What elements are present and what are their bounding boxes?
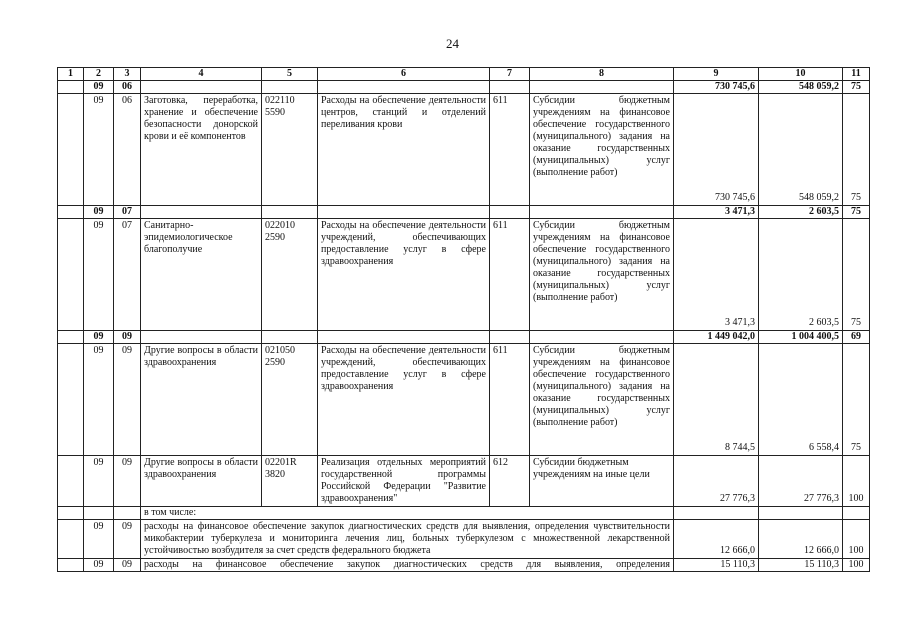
col-header: 4 [141,68,262,81]
detail-description: расходы на финансовое обеспечение закупок диагностических средств для выявления, определения [141,559,674,572]
table-cell [58,344,84,456]
table-cell [58,507,84,520]
amount-actual: 2 603,5 [759,219,843,331]
table-cell [490,206,530,219]
section-code: 09 [84,331,114,344]
section-code: 09 [84,559,114,572]
amount-plan: 730 745,6 [674,81,759,94]
subsection-code: 06 [114,94,141,206]
table-cell [262,331,318,344]
expense-type-name: Субсидии бюджетным учреждениям на финансовое обеспечение государственного (муниципального) задания на оказание государственных (муниципальных) услуг (выполнение работ) [530,219,674,331]
amount-actual: 548 059,2 [759,94,843,206]
detail-row [58,559,870,572]
section-code: 09 [84,456,114,507]
page-number: 24 [446,36,459,51]
subsection-code: 07 [114,219,141,331]
detail-row [58,520,870,559]
expense-description: Расходы на обеспечение деятельности учреждений, обеспечивающих предоставление услуг в сфере здравоохранения [318,219,490,331]
section-code: 09 [84,94,114,206]
table-cell [58,456,84,507]
amount-plan: 12 666,0 [674,520,759,559]
expense-description: Расходы на обеспечение деятельности учреждений, обеспечивающих предоставление услуг в сфере здравоохранения [318,344,490,456]
subtotal-row [58,331,870,344]
table-cell [318,331,490,344]
table-cell [58,219,84,331]
table-cell [262,81,318,94]
expense-type-name: Субсидии бюджетным учреждениям на финансовое обеспечение государственного (муниципального) задания на оказание государственных (муниципальных) услуг (выполнение работ) [530,94,674,206]
subsection-code: 09 [114,344,141,456]
amount-actual: 6 558,4 [759,344,843,456]
percent: 100 [843,456,870,507]
col-header: 7 [490,68,530,81]
col-header: 5 [262,68,318,81]
subsection-code: 09 [114,331,141,344]
amount-plan: 3 471,3 [674,219,759,331]
subsection-code: 09 [114,520,141,559]
expense-type-name: Субсидии бюджетным учреждениям на иные цели [530,456,674,507]
expense-type-code: 611 [490,219,530,331]
table-cell [490,81,530,94]
col-header: 2 [84,68,114,81]
table-cell [141,331,262,344]
subsection-code: 07 [114,206,141,219]
table-cell [318,206,490,219]
amount-actual: 12 666,0 [759,520,843,559]
col-header: 1 [58,68,84,81]
table-cell [58,94,84,206]
table-cell [58,81,84,94]
budget-table [57,67,870,572]
table-cell [58,520,84,559]
table-cell [318,81,490,94]
section-code: 09 [84,520,114,559]
expense-type-code: 612 [490,456,530,507]
detail-description: расходы на финансовое обеспечение закупок диагностических средств для выявления, определения чувствительности микобактерии туберкулеза и мониторинга лечения лиц, больных туберкулезом с множественной лекарственной устойчивостью возбудителя за счет средств федерального бюджета [141,520,674,559]
percent: 69 [843,331,870,344]
subsection-code: 09 [114,456,141,507]
percent: 75 [843,206,870,219]
section-code: 09 [84,219,114,331]
table-cell [530,206,674,219]
table-row [58,456,870,507]
section-code: 09 [84,344,114,456]
amount-actual: 27 776,3 [759,456,843,507]
expense-description: Реализация отдельных мероприятий государственной программы Российской Федерации "Развитие здравоохранения" [318,456,490,507]
table-cell [114,507,141,520]
section-code: 09 [84,206,114,219]
amount-plan: 1 449 042,0 [674,331,759,344]
table-cell [530,331,674,344]
percent: 100 [843,520,870,559]
table-cell [58,331,84,344]
col-header: 6 [318,68,490,81]
column-numbers-row [58,68,870,81]
amount-plan: 730 745,6 [674,94,759,206]
table-cell [759,507,843,520]
expense-type-code: 611 [490,94,530,206]
col-header: 10 [759,68,843,81]
item-name: Заготовка, переработка, хранение и обеспечение безопасности донорской крови и её компонентов [141,94,262,206]
percent: 75 [843,344,870,456]
col-header: 8 [530,68,674,81]
budget-code: 022010 2590 [262,219,318,331]
subsection-code: 06 [114,81,141,94]
item-name: Другие вопросы в области здравоохранения [141,456,262,507]
including-row [58,507,870,520]
amount-plan: 8 744,5 [674,344,759,456]
budget-code: 02201R 3820 [262,456,318,507]
percent: 75 [843,219,870,331]
table-row [58,94,870,206]
amount-actual: 15 110,3 [759,559,843,572]
table-row [58,344,870,456]
subtotal-row [58,206,870,219]
table-cell [84,507,114,520]
table-cell [262,206,318,219]
amount-plan: 27 776,3 [674,456,759,507]
table-cell [141,81,262,94]
including-label: в том числе: [141,507,674,520]
amount-actual: 1 004 400,5 [759,331,843,344]
percent: 75 [843,81,870,94]
subtotal-row [58,81,870,94]
budget-code: 022110 5590 [262,94,318,206]
expense-type-code: 611 [490,344,530,456]
table-cell [58,206,84,219]
expense-description: Расходы на обеспечение деятельности центров, станций и отделений переливания крови [318,94,490,206]
amount-actual: 2 603,5 [759,206,843,219]
percent: 75 [843,94,870,206]
amount-plan: 15 110,3 [674,559,759,572]
item-name: Другие вопросы в области здравоохранения [141,344,262,456]
table-cell [530,81,674,94]
col-header: 9 [674,68,759,81]
subsection-code: 09 [114,559,141,572]
table-cell [843,507,870,520]
budget-code: 021050 2590 [262,344,318,456]
percent: 100 [843,559,870,572]
table-cell [141,206,262,219]
expense-type-name: Субсидии бюджетным учреждениям на финансовое обеспечение государственного (муниципального) задания на оказание государственных (муниципальных) услуг (выполнение работ) [530,344,674,456]
section-code: 09 [84,81,114,94]
table-row [58,219,870,331]
table-cell [58,559,84,572]
item-name: Санитарно-эпидемиологическое благополучие [141,219,262,331]
amount-actual: 548 059,2 [759,81,843,94]
table-cell [674,507,759,520]
col-header: 3 [114,68,141,81]
amount-plan: 3 471,3 [674,206,759,219]
table-cell [490,331,530,344]
col-header: 11 [843,68,870,81]
